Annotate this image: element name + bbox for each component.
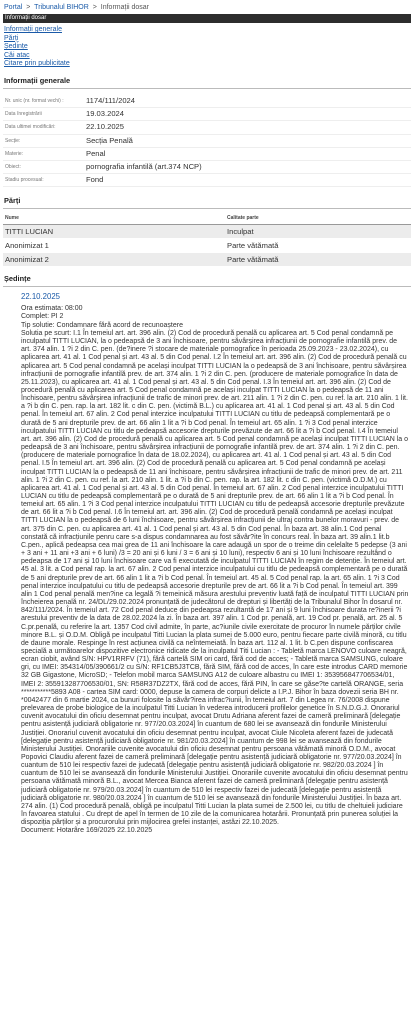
toc-link-parti[interactable]: Părți — [4, 34, 19, 42]
info-label: Data înregistrării — [5, 111, 42, 118]
info-label: Materie: — [5, 150, 24, 157]
hearing-time: Ora estimata: 08:00 — [21, 305, 83, 313]
section-title: Părți — [3, 195, 411, 209]
info-row-materie — [3, 148, 411, 161]
breadcrumb-current: Informații dosar — [100, 4, 150, 11]
column-header-nume: Nume — [3, 213, 225, 225]
table-row — [3, 239, 411, 253]
info-table — [3, 89, 411, 189]
party-name: Anonimizat 1 — [3, 239, 225, 253]
party-name: Anonimizat 2 — [3, 253, 225, 267]
party-role: Parte vătămată — [225, 253, 411, 267]
info-row-stadiu — [3, 174, 411, 187]
info-label: Nr. unic (nr. format vechi) : — [5, 97, 64, 104]
hearing-date: 22.10.2025 — [21, 292, 61, 302]
hearing-panel: Complet: PI 2 — [21, 313, 64, 321]
toc-link-citare-publicitate[interactable]: Citare prin publicitate — [4, 60, 70, 68]
info-label: Obiect: — [5, 163, 21, 170]
table-row — [3, 253, 411, 267]
info-value: 19.03.2024 — [86, 109, 125, 119]
section-informatii-generale — [3, 75, 411, 189]
page-title: Informații dosar — [5, 15, 47, 21]
toc-link-informatii-generale[interactable]: Informații generale — [4, 26, 62, 33]
section-parti — [3, 195, 411, 267]
info-value: pornografia infantilă (art.374 NCP) — [86, 161, 202, 171]
info-label: Secție: — [5, 137, 21, 144]
info-row-data-modificarii — [3, 121, 411, 134]
info-row-numar — [3, 95, 411, 108]
info-value: Secția Penală — [86, 135, 133, 145]
info-value: 1174/111/2024 — [86, 95, 135, 105]
breadcrumb-separator: > — [26, 4, 31, 11]
hearing-solution-type: Tip solutie: Condamnare fără acord de recunoaștere — [21, 321, 183, 329]
breadcrumb — [3, 0, 411, 14]
info-row-data-inregistrarii — [3, 108, 411, 121]
breadcrumb-portal-link[interactable]: Portal — [4, 4, 23, 11]
breadcrumb-court-link[interactable]: Tribunalul BIHOR — [34, 4, 89, 11]
hearing-document: Document: Hotarâre 169/2025 22.10.2025 — [21, 827, 153, 835]
section-title: Ședințe — [3, 273, 411, 287]
toc-link-sedinte[interactable]: Ședințe — [4, 43, 28, 51]
party-role: Parte vătămată — [225, 239, 411, 253]
info-row-sectie — [3, 135, 411, 148]
table-of-contents — [3, 26, 411, 69]
info-row-obiect — [3, 161, 411, 174]
section-sedinte — [3, 273, 411, 835]
info-label: Data ultimei modificări: — [5, 124, 56, 131]
info-value: 22.10.2025 — [86, 122, 125, 132]
info-label: Stadiu procesual: — [5, 177, 44, 184]
info-value: Penal — [86, 148, 106, 158]
page-title-bar — [3, 14, 411, 23]
info-value: Fond — [86, 175, 104, 185]
party-role: Inculpat — [225, 225, 411, 239]
breadcrumb-separator: > — [92, 4, 97, 11]
hearing-entry — [3, 287, 411, 835]
parti-table — [3, 213, 411, 267]
toc-link-cai-atac[interactable]: Căi atac — [4, 51, 30, 59]
party-name: TITTI LUCIAN — [3, 225, 225, 239]
hearing-solution-text: Solutia pe scurt: I.1 În temeiul art. art. 396 alin. (2) Cod de procedură penală cu aplicarea art. 5 Cod penal condamnă pe inculpatul TITTI LUCIAN, la o pedeapsă de 3 ani închisoare, pentru săvârșirea infracțiunii de pornografie infantilă prev. de art. 374 alin. 1 ?i 2 din C. pen. (de?inere ?i stocare de materiale pornografice în perioada 25.09.2023 - 23.02.2024), cu aplicarea art. 41 al. 1 Cod penal și art. 43 al. 5 din Cod penal. I.2 În temeiul art. art. 396 alin. (2) Cod de procedură penală cu aplicarea art. 5 Cod penal condamnă pe același inculpat TITTI LUCIAN la o pedeapsă de 3 ani închisoare, pentru săvârșirea infracțiunii de pornografie infantilă prev. de art. 374 alin. 1 ?i 2 din C. pen. (producere de materiale pornografice în data de 25.11.2023), cu aplicarea art. 41 al. 1 Cod penal și art. 43 al. 5 din Cod penal. I.3 În temeiul art. art. 396 alin. (2) Cod de procedură penală cu aplicarea art. 5 Cod penal condamnă pe același inculpat TITTI LUCIAN la o pedeapsă de 11 ani închisoare, pentru săvârșirea infracțiunii de trafic de minori prev. de art. 211 alin. 1 ?i 2 din C. pen. cu ref. la art. 210 alin. 1 lit. a ?i b din C. pen. rap. la art. 182 lit. c din C. pen. (victimă B.L.) cu aplicarea art. 41 al. 1 Cod penal și art. 43 al. 5 din Cod penal. În temeiul art. 67 alin. 2 Cod penal interzice inculpatului TITTI LUCIAN cu titlu de pedeapsă complementară pe o durată de 5 ani drepturile prev. de art. 66 alin 1 lit a ?i b Cod penal. În temeiul art. 65 alin. 1 ?i 3 Cod penal interzice inculpatului TITTI LUCIAN cu titlu de pedeapsă accesorie drepturile prevăzute de art. 66 lit a ?i b Cod penal. I.4 În temeiul art. art. 396 alin. (2) Cod de procedură penală cu aplicarea art. 5 Cod penal condamnă pe același inculpat TITTI LUCIAN la o pedeapsă de 3 ani închisoare, pentru săvârșirea infracțiunii de pornografie infantilă prev. de art. 374 alin. 1 ?i 2 din C. pen. (producere de materiale pornografice în data de 18.02.2024), cu aplicarea art. 41 al. 1 Cod penal și art. 43 al. 5 din Cod penal. I.5 În temeiul art. art. 396 alin. (2) Cod de procedură penală cu aplicarea art. 5 Cod penal condamnă pe același inculpat TITTI LUCIAN la o pedeapsă de 11 ani închisoare, pentru săvârșirea infracțiunii de trafic de minori prev. de art. 211 alin. 1 ?i 2 din C. pen. cu ref. la art. 210 alin. 1 lit. a ?i b din C. pen. rap. la art. 182 lit. c din C. pen. (victimă O.D.M.) cu aplicarea art. 41 al. 1 Cod penal și art. 43 al. 5 din Cod penal. În temeiul art. 67 alin. 2 Cod penal interzice inculpatului TITTI LUCIAN cu titlu de pedeapsă complementară pe o durată de 5 ani drepturile prev. de art. 66 alin 1 lit a ?i b Cod penal. În temeiul art. 65 alin. 1 ?i 3 Cod penal interzice inculpatului TITTI LUCIAN cu titlu de pedeapsă accesorie drepturile prevăzute de art. 66 lit a ?i b Cod penal. I.6 În temeiul art. art. 396 alin. (2) Cod de procedură penală condamnă pe același inculpat TITTI LUCIAN la o pedeapsă de 6 luni închisoare, pentru săvârșirea infracțiunii de ultraj contra bunelor moravuri - prev. de art. 375 din C. pen. cu aplicarea art. 41 al. 1 Cod penal și art. 43 al. 5 din Cod penal. În baza art. 38 alin.1 Cod penal constată că infracțiunile penru care s-a dispus condamnarea au fost săvâr?ite în concurs real. În baza art. 39 alin.1 lit.b C.pen., aplică pedeapsa cea mai grea de 11 ani închisoare la care adaugă un spor de o treime din celelalte 5 pedepse (3 ani + 3 ani + 11 ani +3 ani + 6 luni) /3 = 20 ani și 6 luni / 3 = 6 ani și 10 luni), respectiv 6 ani și 10 luni închisoare rezultând o pedeapsa de 17 ani și 10 luni închisoare care va fi executată de inculpatul TITTI LUCIAN în regim de detenție. În temeiul art. 45 al. 3 lit. a Cod penal rap. la art. 67 alin. 2 Cod penal interzice inculpatului cu titlu de pedeapsă complementară pe o durată de 5 ani drepturile prev de art. 66 alin 1 lit a ?i b Cod penal. În temeiul art. 45 al. 5 Cod penal rap. la art. 65 alin. 1 ?i 3 Cod penal interzice inculpatului cu titlu de pedeapsă accesorie drepturile prev de art. 66 lit a ?i b Cod penal. În temeiul art. 399 alin 1 Cod penal penală men?ine ca legală ?i temeinică măsura arestului preventiv luată față de inculpatul TITTI LUCIAN prin încheierea penală nr. 24/DL/29.02.2024 pronunțată de judecătorul de drepturi și libertăți de la Tribunalul Bihor în dosarul nr. 842/111/2024. În temeiul art. 72 Cod penal deduce din pedeapsa rezultantă de 17 ani și 9 luni închisoare durata re?inerii ?i arestului preventiv de la data de 28.02.2024 la zi. În baza art. 397 alin. 1 Cod pr. penală, art. 19 Cod pr. penală, art. 25 al. 5 C.pr.penală, cu referire la art. 1357 Cod civil admite, în parte, ac?iunile civile exercitate de procuror în numele părților civile minore B.L. și O.D.M. Obligă pe inculpatul Titti Lucian la plata sumei de 5.000 euro, pentru fiecare parte civilă minoră, cu titlu de daune morale. Respinge în rest acțiunea civilă ca neîntemeiată. În baza art. 112 al. 1 lit. b C.pen dispune confiscarea specială a următoarelor dispozitive electronice ridicate de la inculpatul Titi Lucian : - Tabletă marca LENOVO culoare neagră, ecran ciobit, având S/N: HPV1RRFV (71), fără cartelă SIM ori card, fără cod de acces; - Tabletă marca SAMSUNG, culoare gri, cu IMEI: 354314/05/390661/2 cu S/N: RF1CB5J3TCB, fără SIM, fără cod de acces, în care este introdus CARD memorie 32 GB Gigastone, MicroSD; - Telefon mobil marca SAMSUNG A12 de culoare albastru cu IMEI 1: 353956847706534/01, IMEI 2: 355913287706530/01, SN: R58R37DZ2TX, fără cod de acces, fără PIN, în care se găse?te cartelă ORANGE, seria ***********5893 A08 - cartea SIM card: 0000, depuse la camera de corpuri delicte a I.P.J. Bihor în baza dovezii seria BH nr. *0042477 din 6 martie 2024, ca bunuri folosite la săvâr?irea infrac?iunii, În temeiul art. 7 din Legea nr. 76/2008 dispune prelevarea de probe biologice de la inculpatul Titti Lucian în vederea introducerii profilelor genetice în S.N.D.G.J. Onorariul cuvenit avocatului din oficiu desemnat pentru inculpat, avocat Drutu Adriana aferent fazei de cameră preliminară [delegație pentru asistență judiciară obligatorie nr. 977/20.03.2024] în cuantum de 680 lei se avansează din fondurile Ministerului Justiției. Onorariul cuvenit avocatului din oficiu desemnat pentru inculpat, avocat Ciule Nicoleta aferent fazei de judecată [delegație pentru asistență judiciară obligatorie nr. 981/20.03.2024] în cuantum de 998 lei se avansează din fondurile Ministerului Justiției. Onorariile cuvenite avocatului din oficiu desemnat pentru persoana vătămată minoră O.D.M., avocat Popovici Claudiu aferent fazei de cameră preliminară [delegație pentru asistență judiciară obligatorie nr. 977/20.03.2024] în cuantum de 510 lei respectiv fazei de judecată [delegație pentru asistență judiciară obligatorie nr. 982/20.03.2024 ] în cuantum de 510 lei se avansează din fondurile Ministerului Justiției. Onorariile cuvenite avocatului din oficiu desemnat pentru persoana vătămată minoră B.L., avocat Mercea Bianca aferent fazei de cameră preliminară [delegație pentru asistență judiciară obligatorie nr. 979/20.03.2024] în cuantum de 510 lei respectiv fazei de judecată [delegație pentru asistență judiciară obligatorie nr. 980/20.03.2024 ] în cuantum de 510 lei se avansează din fondurile Ministerului Justiției. În baza art. 274 alin. (1) Cod procedură penală, obligă pe inculpatul Titti Lucian la plata sumei de 2.500 lei, cu titlu de cheltuieli judiciare în favoarea statului . Cu drept de apel în termen de 10 zile de la comunicarea hotarârii. Pronunțată prin punerea soluției la dispoziția părților și a procurorului prin mijlocirea grefei instanței, astăzi 22.10.2025. — [21, 329, 409, 827]
column-header-calitate: Calitate parte — [225, 213, 411, 225]
table-row — [3, 225, 411, 239]
section-title: Informații generale — [3, 75, 411, 89]
